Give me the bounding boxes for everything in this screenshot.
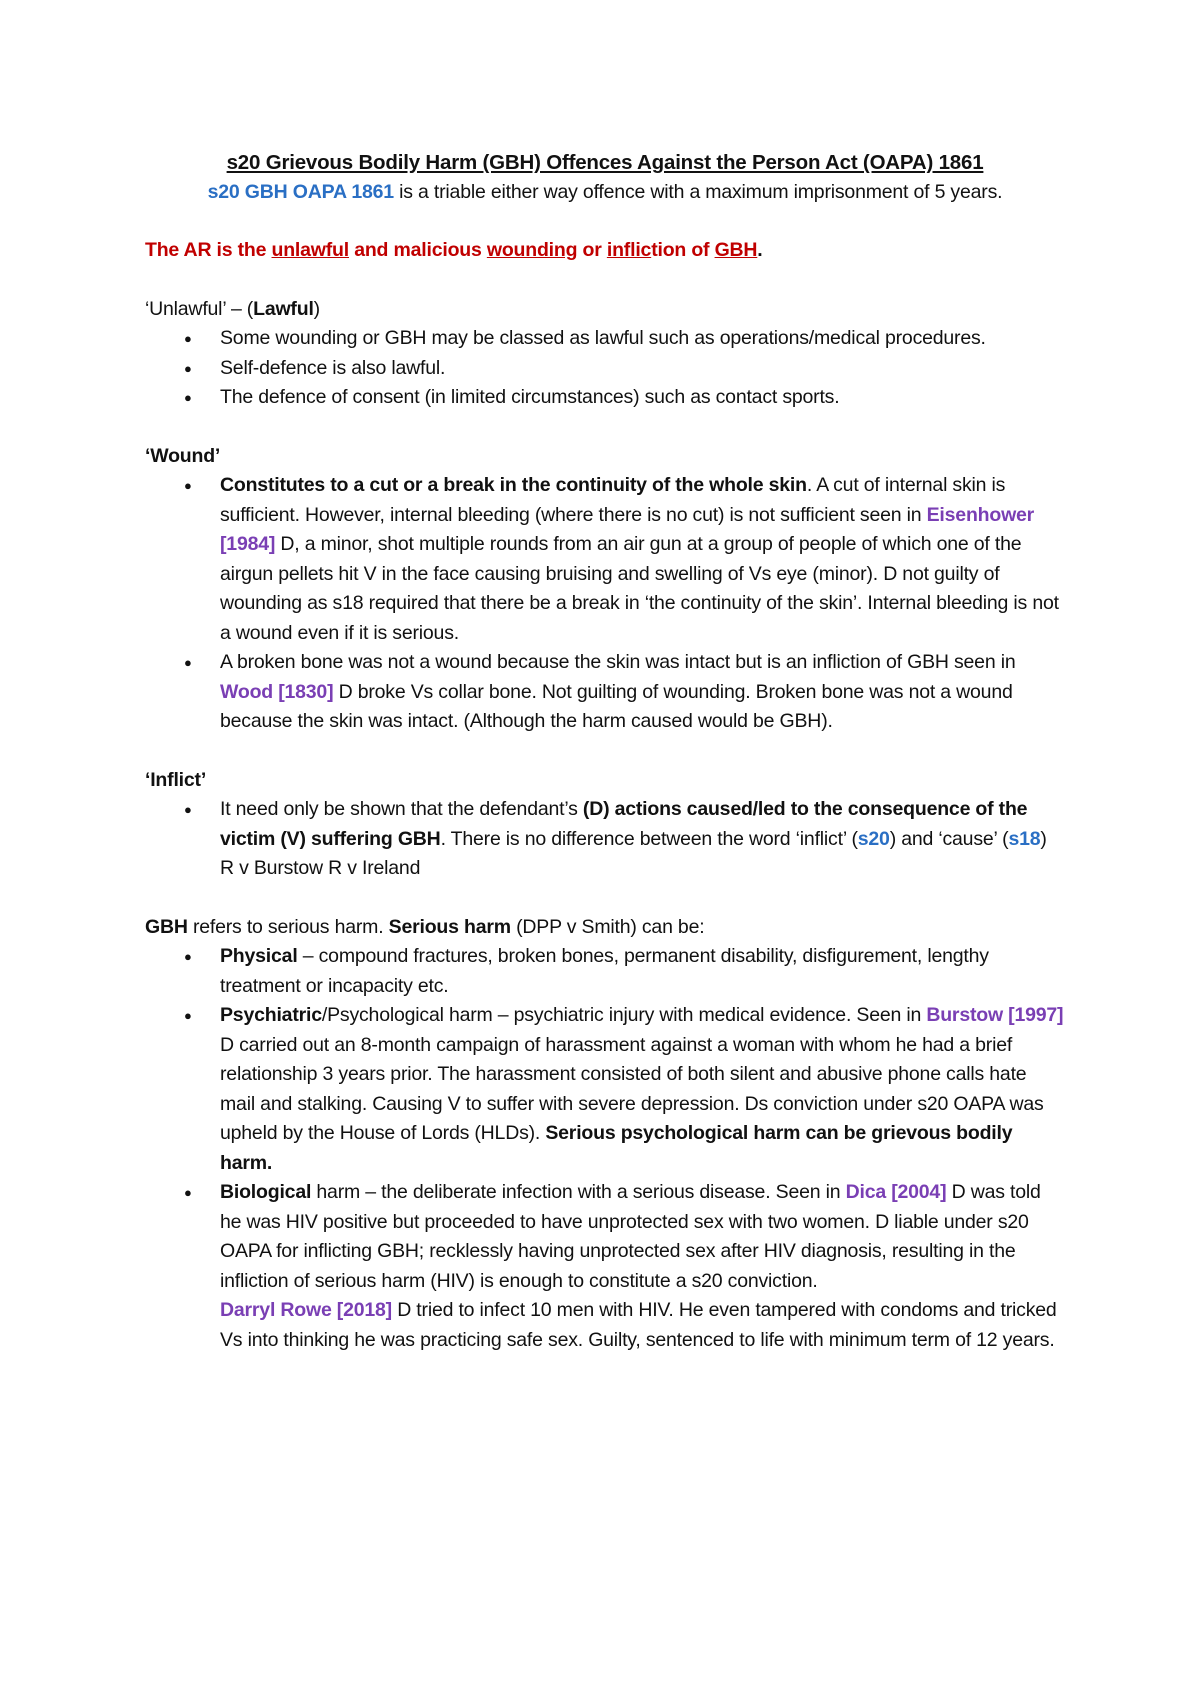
case-citation: Darryl Rowe [2018] — [220, 1299, 392, 1321]
statute-reference: s20 GBH OAPA 1861 — [207, 180, 394, 203]
list-item — [145, 795, 1065, 884]
body-text: A broken bone was not a wound because the skin was intact but is an infliction of GBH seen in — [220, 651, 1016, 673]
body-text: – compound fractures, broken bones, permanent disability, disfigurement, lengthy treatment or incapacity etc. — [220, 945, 989, 997]
ar-term-wounding: wounding — [486, 239, 578, 261]
intro-paragraph — [145, 178, 1065, 208]
body-text: D tried to infect 10 men with HIV. He even tampered with condoms and tricked Vs into thinking he was practicing safe sex. Guilty, sentenced to life with minimum term of 12 years. — [220, 1299, 1057, 1351]
ar-term-infliction: inflic — [606, 239, 652, 261]
ar-text: and malicious — [348, 239, 487, 261]
bold-text: GBH — [145, 915, 188, 938]
body-text: refers to serious harm. — [187, 915, 389, 938]
ar-term-gbh: GBH — [714, 239, 758, 261]
body-text: ) R v Burstow R v Ireland — [220, 827, 1047, 879]
list-item — [145, 942, 1065, 1001]
case-citation: Burstow [1997] — [926, 1004, 1064, 1026]
page-title: s20 Grievous Bodily Harm (GBH) Offences Against the Person Act (OAPA) 1861 — [226, 151, 984, 174]
ar-term-unlawful: unlawful — [271, 239, 349, 261]
section-heading-inflict: ‘Inflict’ — [145, 768, 207, 791]
bold-text: Constitutes to a cut or a break in the continuity of the whole skin — [220, 474, 807, 496]
wound-list — [145, 471, 1065, 737]
statute-reference: s18 — [1008, 827, 1041, 850]
list-item: ● Some wounding or GBH may be classed as lawful such as operations/medical procedures. — [145, 324, 1065, 354]
body-text: harm – the deliberate infection with a serious disease. Seen in — [311, 1181, 846, 1203]
body-text: D carried out an 8-month campaign of harassment against a woman with whom he had a brief relationship 3 years prior. The harassment consisted of both silent and abusive phone calls hate mail and stalking. Causing V to suffer with severe depression. Ds conviction under s20 OAPA was upheld by the House of Lords (HLDs). — [220, 1033, 1044, 1144]
gbh-list — [145, 942, 1065, 1355]
bold-text: Biological — [220, 1181, 312, 1203]
heading-bold: Lawful — [253, 297, 314, 320]
statute-reference: s20 — [857, 827, 890, 850]
bold-text: Serious psychological harm can be grievous bodily harm. — [220, 1122, 1013, 1174]
heading-text: ) — [313, 297, 320, 320]
case-citation: Eisenhower [1984] — [220, 503, 1035, 555]
list-item — [145, 1178, 1065, 1355]
list-item — [145, 471, 1065, 648]
list-item: ● Self-defence is also lawful. — [145, 354, 1065, 384]
body-text: It need only be shown that the defendant’s — [220, 798, 583, 820]
section-heading-unlawful — [145, 295, 1065, 325]
bold-text: Physical — [220, 945, 298, 967]
body-text: D was told he was HIV positive but proceeded to have unprotected sex with two women. D liable under s20 OAPA for inflicting GBH; recklessly having unprotected sex after HIV diagnosis, resulting in the infliction of serious harm (HIV) is enough to constitute a s20 conviction. — [220, 1181, 1041, 1292]
list-item — [145, 648, 1065, 737]
gbh-lead — [145, 913, 1065, 943]
section-heading-wound: ‘Wound’ — [145, 444, 221, 467]
body-text: D, a minor, shot multiple rounds from an air gun at a group of people of which one of the airgun pellets hit V in the face causing bruising and swelling of Vs eye (minor). D not guilty of wounding as s18 required that there be a break in ‘the continuity of the skin’. Internal bleeding is not a wound even if it is serious. — [220, 533, 1059, 644]
actus-reus-statement — [145, 236, 1065, 266]
ar-text: The AR is the — [145, 239, 272, 261]
bold-text: Serious harm — [388, 915, 511, 938]
ar-text: or — [577, 239, 607, 261]
body-text: D broke Vs collar bone. Not guilting of wounding. Broken bone was not a wound because the skin was intact. (Although the harm caused would be GBH). — [220, 680, 1013, 732]
ar-text: . — [757, 239, 763, 261]
body-text: /Psychological harm – psychiatric injury with medical evidence. Seen in — [321, 1004, 927, 1026]
body-text: . A cut of internal skin is sufficient. However, internal bleeding (where there is no cut) is not sufficient seen in — [220, 474, 1006, 526]
case-citation: Dica [2004] — [845, 1181, 947, 1203]
bold-text: (D) actions caused/led to the consequence of the victim (V) suffering GBH — [220, 798, 1028, 850]
ar-text: tion of — [651, 239, 715, 261]
bold-text: Psychiatric — [220, 1004, 322, 1026]
body-text: ) and ‘cause’ ( — [889, 827, 1009, 850]
list-item: ● The defence of consent (in limited circumstances) such as contact sports. — [145, 383, 1065, 413]
case-citation: Wood [1830] — [220, 680, 334, 703]
body-text: (DPP v Smith) can be: — [510, 915, 705, 938]
list-item — [145, 1001, 1065, 1178]
intro-text: is a triable either way offence with a maximum imprisonment of 5 years. — [393, 180, 1003, 203]
document-page — [145, 148, 1065, 1355]
inflict-list — [145, 795, 1065, 884]
unlawful-list — [145, 324, 1065, 413]
body-text: . There is no difference between the word ‘inflict’ ( — [440, 827, 858, 850]
heading-text: ‘Unlawful’ – ( — [145, 297, 254, 320]
